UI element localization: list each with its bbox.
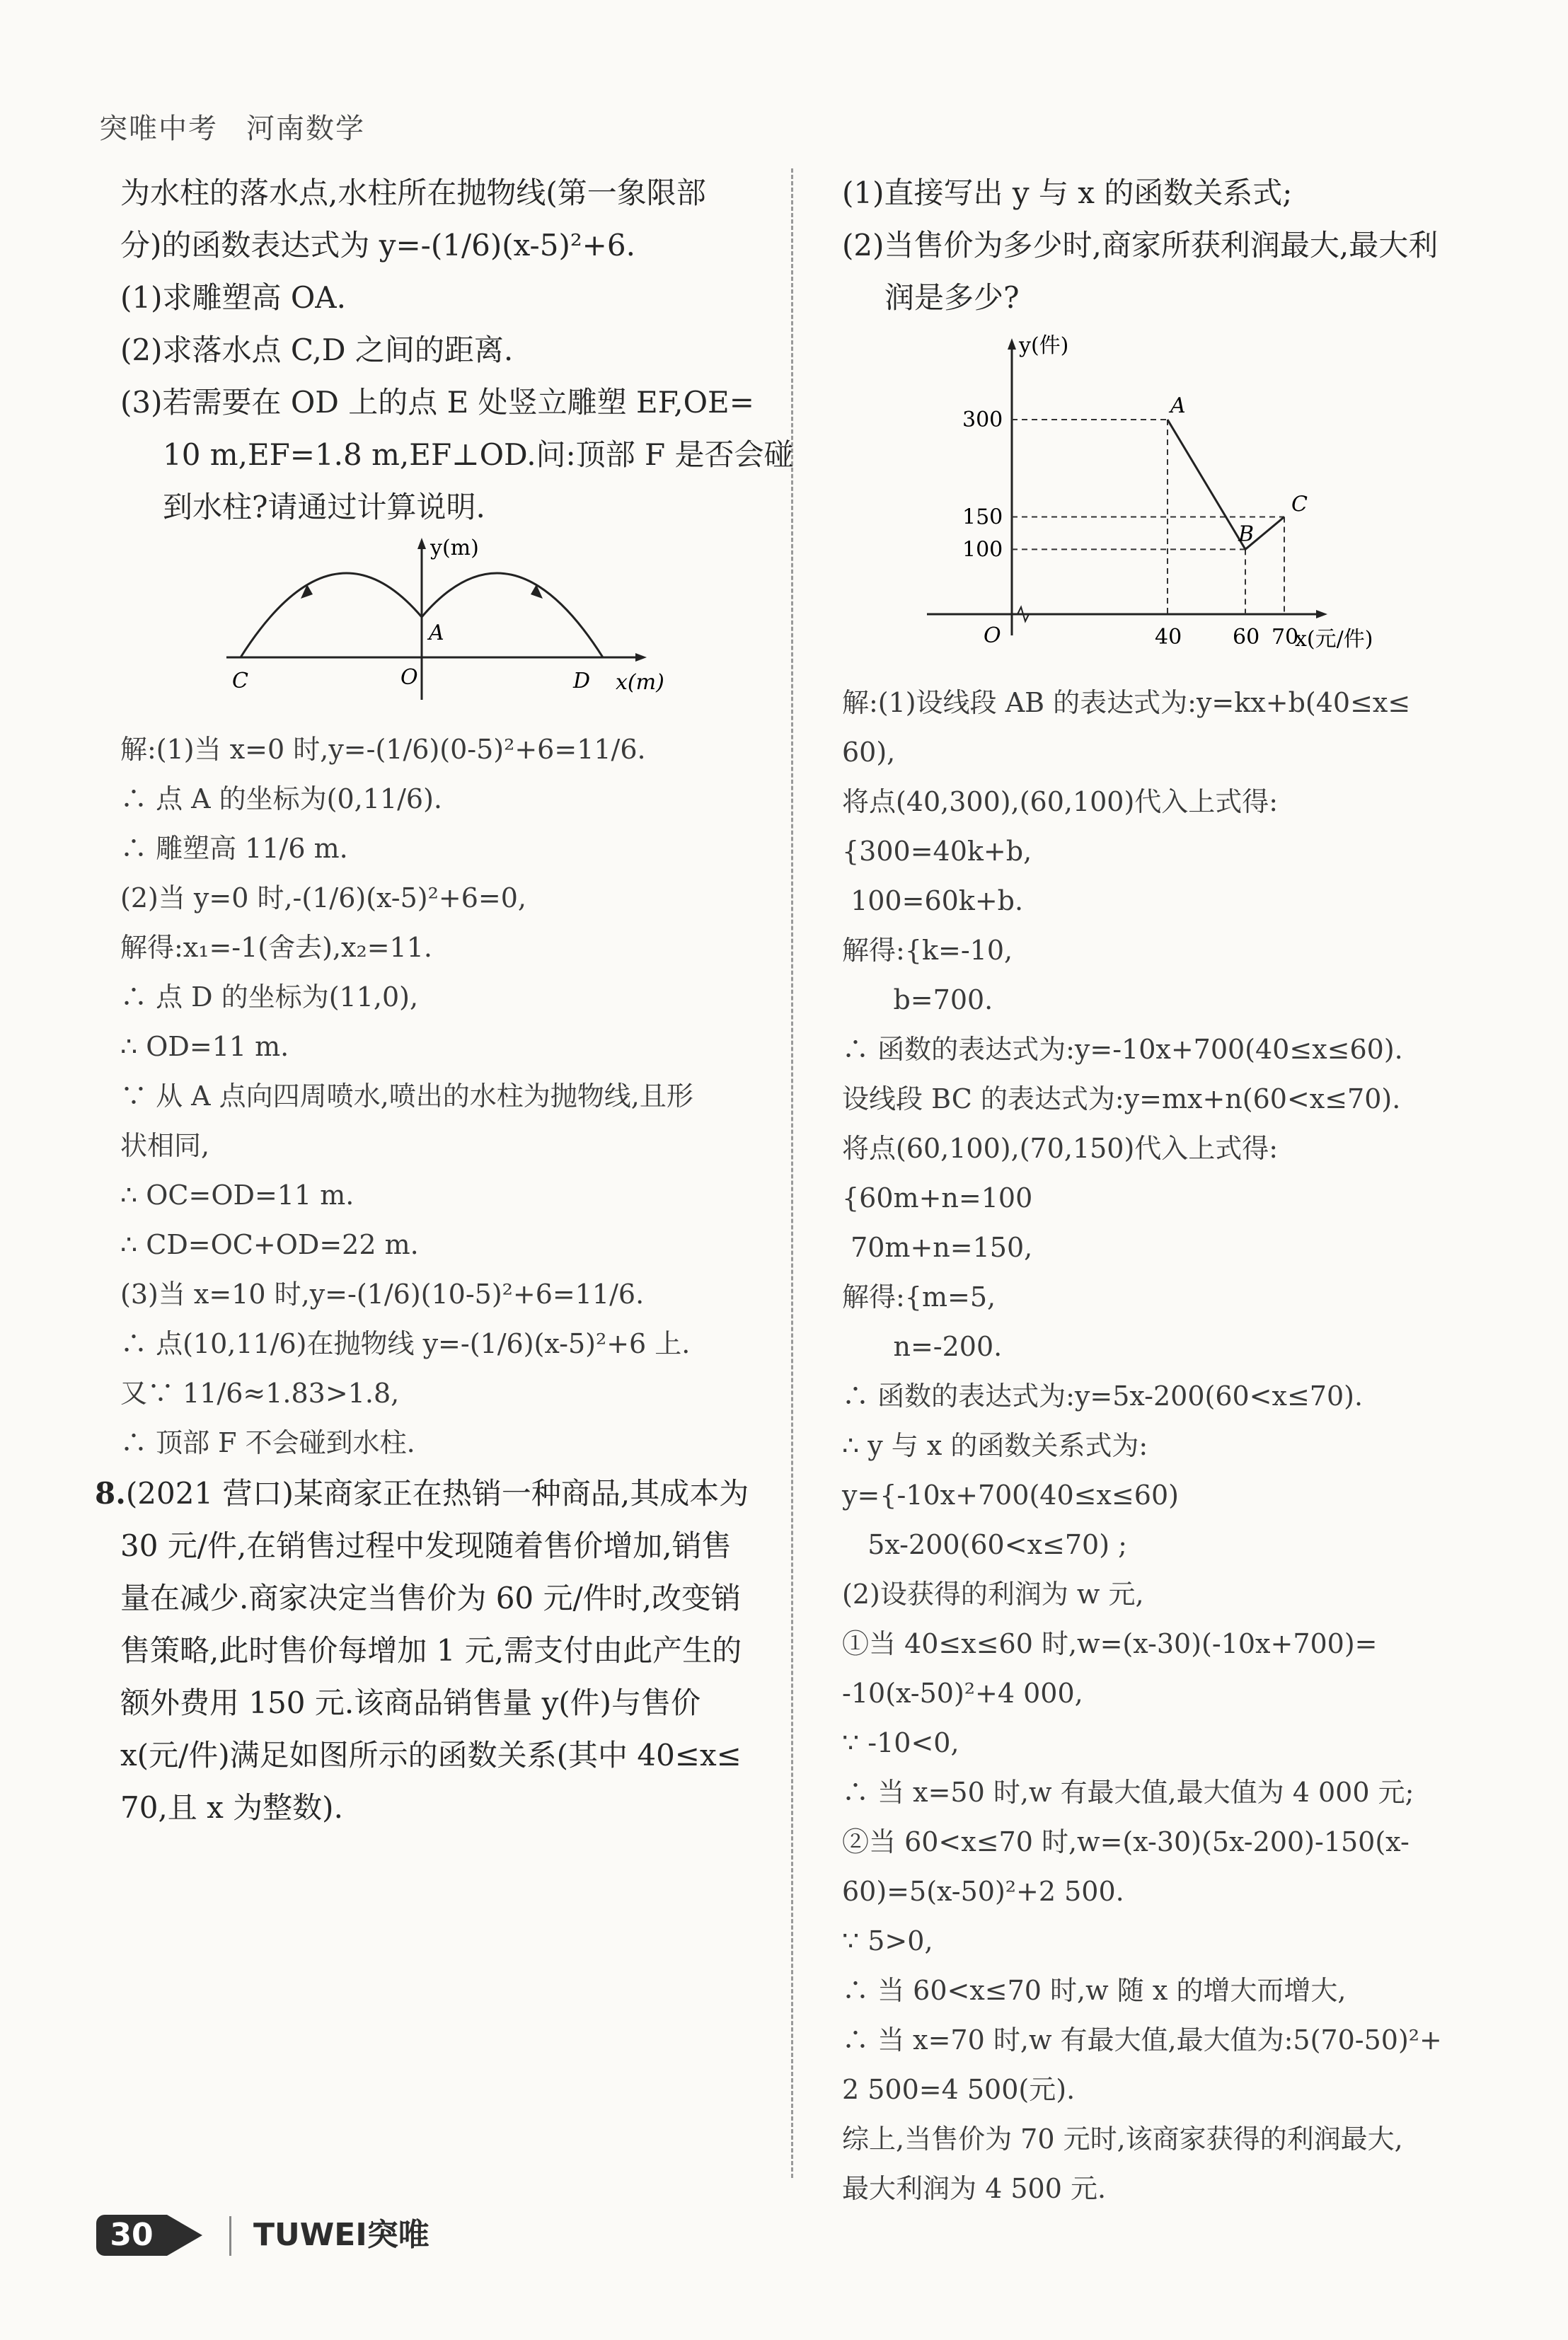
solution-line: 设线段 BC 的表达式为:y=mx+n(60<x≤70). bbox=[842, 1083, 1401, 1114]
solution-line: 解得:x₁=-1(舍去),x₂=11. bbox=[120, 932, 432, 963]
solution-line: b=700. bbox=[842, 984, 993, 1015]
point-label-a: A bbox=[1170, 393, 1186, 418]
y-tick-label: 150 bbox=[962, 505, 1003, 530]
solution-line: 解得:{k=-10, bbox=[842, 935, 1013, 966]
solution-line: 70m+n=150, bbox=[842, 1232, 1033, 1263]
solution-line: 最大利润为 4 500 元. bbox=[842, 2173, 1107, 2204]
problem-line: (3)若需要在 OD 上的点 E 处竖立雕塑 EF,OE= bbox=[120, 385, 754, 420]
solution-line: ∴ 当 x=50 时,w 有最大值,最大值为 4 000 元; bbox=[842, 1777, 1414, 1808]
point-label-c: C bbox=[1291, 492, 1308, 517]
brand-logo: TUWEI突唯 bbox=[253, 2217, 430, 2253]
question-line: 润是多少? bbox=[884, 280, 1020, 315]
solution-line: ①当 40≤x≤60 时,w=(x-30)(-10x+700)= bbox=[842, 1628, 1378, 1659]
solution-line: (3)当 x=10 时,y=-(1/6)(10-5)²+6=11/6. bbox=[120, 1279, 645, 1310]
x-tick-label: 60 bbox=[1233, 625, 1260, 650]
solution-line: 60)=5(x-50)²+2 500. bbox=[842, 1876, 1124, 1907]
solution-line: 将点(60,100),(70,150)代入上式得: bbox=[842, 1133, 1279, 1164]
question-8-line: x(元/件)满足如图所示的函数关系(其中 40≤x≤ bbox=[120, 1738, 742, 1773]
solution-line: y={-10x+700(40≤x≤60) bbox=[842, 1480, 1179, 1511]
problem-line: (2)求落水点 C,D 之间的距离. bbox=[120, 333, 514, 367]
problem-line: 到水柱?请通过计算说明. bbox=[163, 490, 485, 524]
x-tick-label: 70 bbox=[1272, 625, 1299, 650]
solution-line: 解得:{m=5, bbox=[842, 1281, 996, 1313]
solution-line: n=-200. bbox=[842, 1331, 1003, 1362]
q8-text: (2021 营口)某商家正在热销一种商品,其成本为 bbox=[125, 1476, 749, 1511]
chart-y-label: y(件) bbox=[1019, 333, 1069, 358]
solution-line: ∴ CD=OC+OD=22 m. bbox=[120, 1229, 419, 1260]
solution-line: ∴ 雕塑高 11/6 m. bbox=[120, 833, 348, 864]
series-line bbox=[1168, 420, 1284, 549]
fountain-diagram bbox=[120, 534, 771, 725]
solution-line: ∴ 函数的表达式为:y=5x-200(60<x≤70). bbox=[842, 1381, 1364, 1412]
solution-line: 100=60k+b. bbox=[842, 885, 1024, 916]
solution-line: 60), bbox=[842, 737, 896, 768]
solution-line: ∵ 从 A 点向四周喷水,喷出的水柱为抛物线,且形 bbox=[120, 1080, 693, 1112]
solution-line: ∴ OC=OD=11 m. bbox=[120, 1180, 354, 1211]
question-8-line: 30 元/件,在销售过程中发现随着售价增加,销售 bbox=[120, 1528, 732, 1563]
point-d-label: D bbox=[573, 669, 591, 693]
origin-label: O bbox=[400, 665, 418, 690]
y-axis-label: y(m) bbox=[430, 536, 479, 560]
solution-line: 状相同, bbox=[120, 1130, 210, 1161]
solution-line: -10(x-50)²+4 000, bbox=[842, 1678, 1083, 1709]
solution-line: 5x-200(60<x≤70) ; bbox=[842, 1529, 1127, 1560]
question-number: 8. bbox=[95, 1476, 126, 1511]
question-line: (1)直接写出 y 与 x 的函数关系式; bbox=[842, 175, 1293, 210]
solution-line: ∴ 当 x=70 时,w 有最大值,最大值为:5(70-50)²+ bbox=[842, 2024, 1442, 2056]
fountain-figure bbox=[120, 534, 771, 725]
question-8-line: 70,且 x 为整数). bbox=[120, 1790, 343, 1825]
solution-line: 又∵ 11/6≈1.83>1.8, bbox=[120, 1378, 400, 1409]
solution-line: ②当 60<x≤70 时,w=(x-30)(5x-200)-150(x- bbox=[842, 1826, 1410, 1857]
sales-chart-figure bbox=[842, 324, 1500, 678]
problem-line: 为水柱的落水点,水柱所在抛物线(第一象限部 bbox=[120, 175, 706, 210]
solution-line: ∵ -10<0, bbox=[842, 1727, 959, 1758]
problem-line: 分)的函数表达式为 y=-(1/6)(x-5)²+6. bbox=[120, 228, 635, 263]
question-8-line: 售策略,此时售价每增加 1 元,需支付由此产生的 bbox=[120, 1633, 742, 1668]
problem-line: 10 m,EF=1.8 m,EF⊥OD.问:顶部 F 是否会碰 bbox=[163, 437, 794, 472]
solution-line: 2 500=4 500(元). bbox=[842, 2074, 1076, 2105]
solution-line: 解:(1)设线段 AB 的表达式为:y=kx+b(40≤x≤ bbox=[842, 687, 1411, 718]
subject-title: 河南数学 bbox=[246, 113, 365, 145]
x-axis-label: x(m) bbox=[616, 670, 664, 695]
book-title: 突唯中考 bbox=[99, 113, 218, 145]
solution-line: {300=40k+b, bbox=[842, 836, 1032, 867]
solution-line: (2)设获得的利润为 w 元, bbox=[842, 1579, 1144, 1610]
solution-line: 解:(1)当 x=0 时,y=-(1/6)(0-5)²+6=11/6. bbox=[120, 734, 646, 765]
solution-line: ∴ OD=11 m. bbox=[120, 1031, 289, 1062]
solution-line: ∵ 5>0, bbox=[842, 1925, 933, 1956]
right-column bbox=[842, 167, 1500, 2213]
solution-line: 将点(40,300),(60,100)代入上式得: bbox=[842, 786, 1279, 817]
solution-line: 综上,当售价为 70 元时,该商家获得的利润最大, bbox=[842, 2123, 1403, 2155]
solution-line: ∴ 点 D 的坐标为(11,0), bbox=[120, 981, 419, 1013]
solution-line: ∴ 顶部 F 不会碰到水柱. bbox=[120, 1427, 415, 1458]
y-tick-label: 100 bbox=[962, 537, 1003, 563]
left-column bbox=[95, 167, 794, 1834]
chart-origin-label: O bbox=[984, 623, 1001, 648]
page-header bbox=[99, 106, 393, 146]
chart-x-label: x(元/件) bbox=[1295, 627, 1373, 652]
question-line: (2)当售价为多少时,商家所获利润最大,最大利 bbox=[842, 228, 1439, 263]
solution-line: ∴ 点 A 的坐标为(0,11/6). bbox=[120, 783, 442, 814]
point-label-b: B bbox=[1238, 521, 1255, 547]
solution-line: ∴ 函数的表达式为:y=-10x+700(40≤x≤60). bbox=[842, 1034, 1403, 1065]
solution-line: ∴ 当 60<x≤70 时,w 随 x 的增大而增大, bbox=[842, 1975, 1347, 2006]
y-tick-label: 300 bbox=[962, 408, 1003, 432]
solution-line: ∴ 点(10,11/6)在抛物线 y=-(1/6)(x-5)²+6 上. bbox=[120, 1328, 691, 1359]
solution-line: {60m+n=100 bbox=[842, 1182, 1033, 1214]
x-tick-label: 40 bbox=[1155, 625, 1182, 650]
problem-line: (1)求雕塑高 OA. bbox=[120, 280, 346, 315]
question-8-line: 额外费用 150 元.该商品销售量 y(件)与售价 bbox=[120, 1685, 701, 1720]
sales-chart bbox=[842, 324, 1500, 678]
question-8-line: 量在减少.商家决定当售价为 60 元/件时,改变销 bbox=[120, 1581, 741, 1615]
point-c-label: C bbox=[232, 669, 248, 693]
question-8-line bbox=[95, 1468, 771, 1520]
solution-line: ∴ y 与 x 的函数关系式为: bbox=[842, 1430, 1148, 1461]
footer-separator bbox=[229, 2216, 231, 2256]
page-number: 30 bbox=[96, 2215, 167, 2256]
point-a-label: A bbox=[429, 621, 444, 645]
solution-line: (2)当 y=0 时,-(1/6)(x-5)²+6=0, bbox=[120, 882, 526, 913]
page-tab-arrow bbox=[167, 2215, 202, 2256]
